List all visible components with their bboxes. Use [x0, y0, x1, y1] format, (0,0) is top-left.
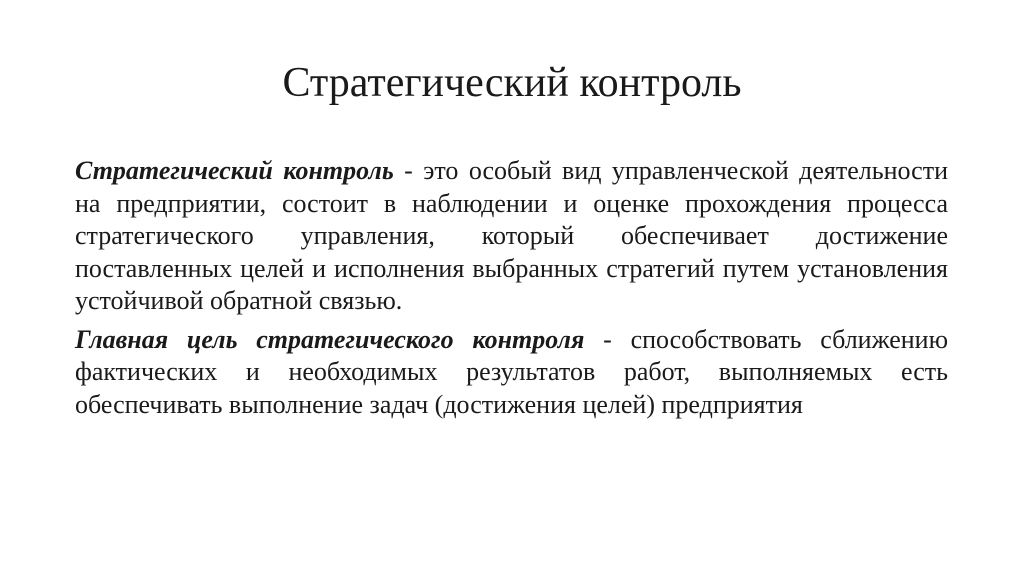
goal-term: Главная цель стратегического контроля: [75, 324, 585, 354]
definition-text: - это особый вид управленческой деятельности на предприятии, состоит в наблюдении и оценке прохождения процесса стратегического управления, который обеспечивает достижение поставленных целей и исполнения выбранных стратегий путем установления устойчивой обратной связью.: [75, 156, 948, 315]
definition-paragraph: [75, 155, 948, 318]
goal-text: - способствовать сближению фактических и необходимых результатов работ, выполняемых есть обеспечивать выполнение задач (достижения целей) предприятия: [75, 324, 948, 419]
slide-body: [75, 155, 948, 427]
slide-title: Стратегический контроль: [282, 60, 742, 106]
definition-term: Стратегический контроль: [75, 156, 394, 185]
goal-paragraph: [75, 324, 948, 422]
